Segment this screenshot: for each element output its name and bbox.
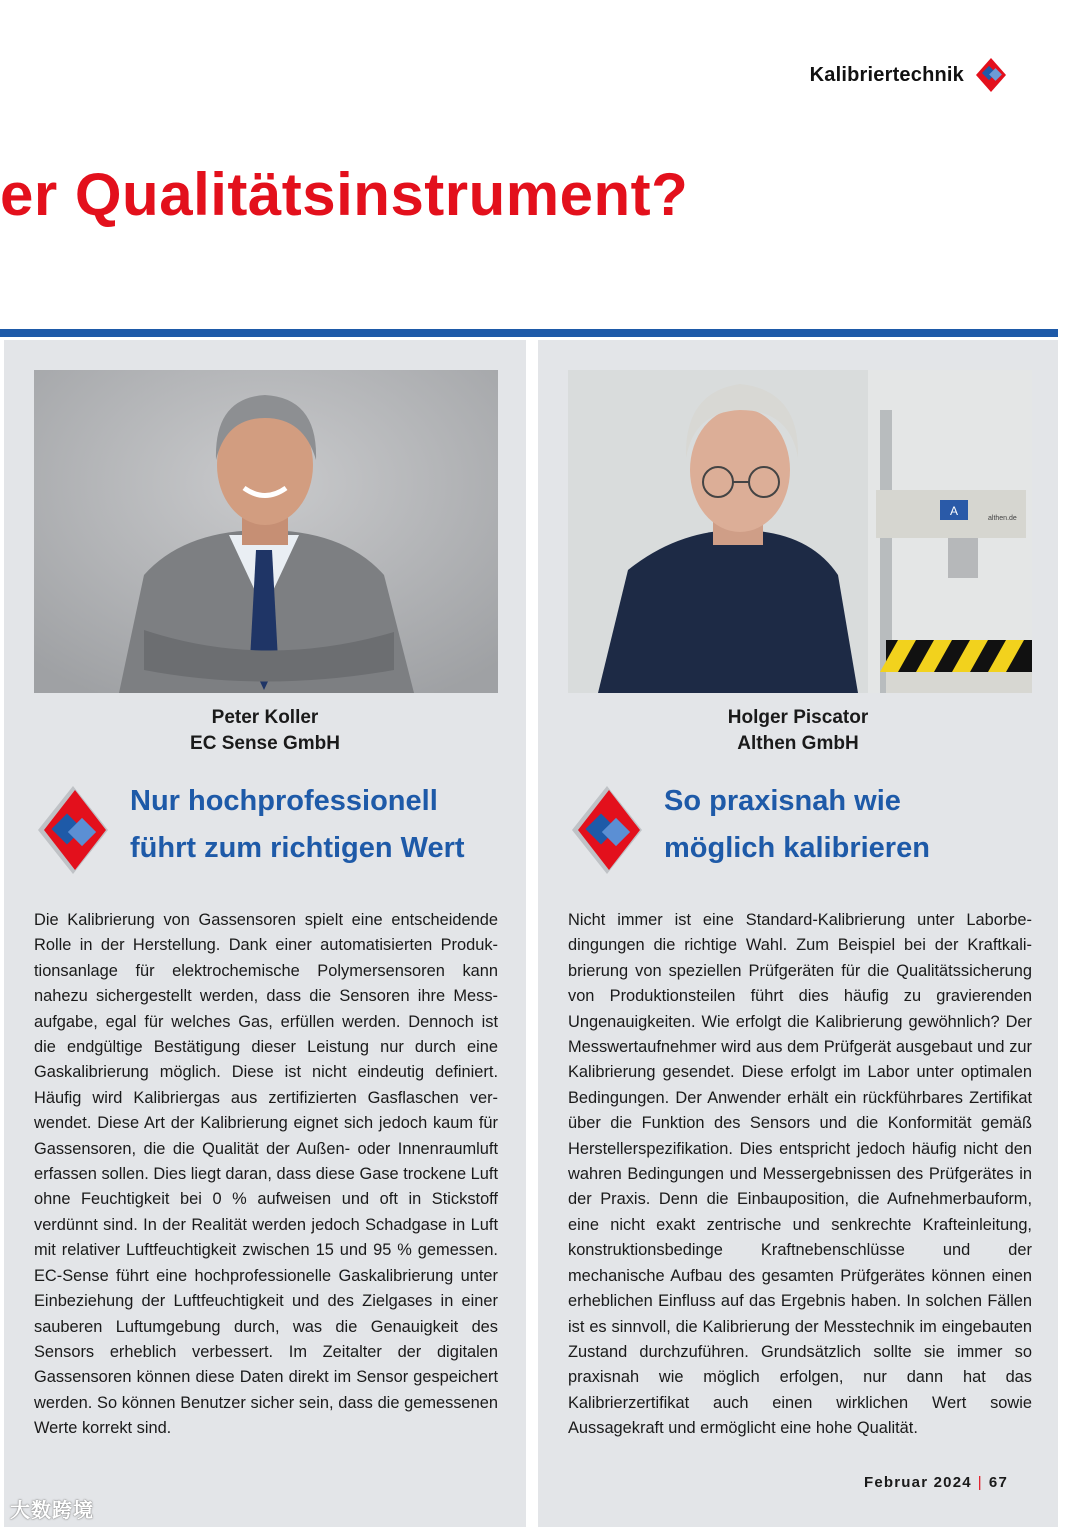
subheading-left (34, 778, 465, 878)
page-footer (864, 1474, 1008, 1491)
diamond-logo-icon (568, 782, 646, 878)
photo-device-label: althen.de (988, 515, 1017, 522)
body-text-right: Nicht immer ist eine Standard-Kalibrierung unter Laborbedingungen die richtige Wahl. Zum Beispiel bei der Kraftkalibrierung von speziellen Prüfgeräten für die Qualitätssicherung von Produktionsteilen führt dies häufig zu gravierenden Ungenauigkeiten. Wie erfolgt die Kalibrierung gewöhnlich? Der Messwertaufnehmer wird aus dem Prüfgerät ausgebaut und zur Kalibrierung gesendet. Diese erfolgt im Labor unter optimalen Bedingungen. Der Anwender erhält ein rückführbares Zertifikat über die Funktion des Sensors und die Konformität gemäß Herstellerspezifikation. Dies entspricht jedoch häufig nicht den wahren Bedingungen und Messergebnissen des Prüfgerätes in der Praxis. Denn die Einbauposition, die Aufnehmerbauform, eine nicht exakt zentrische und senkrechte Krafteinleitung, konstruktionsbedinge Kraftnebenschlüsse und der mechanische Aufbau des gesamten Prüfgerätes können einen erheblichen Einfluss auf das Ergebnis haben. In solchen Fällen ist es sinnvoll, die Kalibrierung der Messtechnik im eingebauten Zustand durchzuführen. Grundsätzlich sollte sie immer so praxisnah wie möglich erfolgen, nur dann hat das Kalibrierzertifikat auch einen wirklichen Wert sowie Aussagekraft und ermöglicht eine hohe Qualität. (568, 911, 1032, 1438)
subheading-line-1: Nur hochprofessionell (130, 785, 438, 817)
section-tag (810, 56, 1008, 94)
left-column (4, 340, 526, 1527)
person-company: Althen GmbH (737, 733, 859, 754)
subheading-line-1: So praxisnah wie (664, 785, 901, 817)
body-text-left: Die Kalibrierung von Gassensoren spielt eine entscheidende Rolle in der Herstellung. Dank einer automatisierten Produktionsanlage für elektrochemische Polymersensoren kann nahezu sichergestellt werden, dass die Sensoren ihre Messaufgabe, egal für welches Gas, erfüllen werden. Dennoch ist die endgültige Bestätigung dieser Leistung nur durch eine Gaskalibrierung möglich. Diese ist nicht eindeutig definiert. Häufig wird Kalibriergas aus zertifizierten Gasflaschen verwendet. Diese Art der Kalibrierung eignet sich jedoch kaum für Gassensoren, die die Qualität der Außen- oder Innenraumluft erfassen sollen. Dies liegt daran, dass diese Gase trockene Luft ohne Feuchtigkeit bei 0 % aufweisen und oft in Stickstoff verdünnt sind. In der Realität werden jedoch Schadgase in Luft mit relativer Luftfeuchtigkeit zwischen 15 und 95 % gemessen. EC-Sense führt eine hochprofessionelle Gaskalibrierung unter Einbeziehung der Luftfeuchtigkeit und des Zielgases in einer sauberen Luftumgebung durch, was die Genauigkeit des Sensors erheblich verbessert. Im Zeitalter der digitalen Gassensoren können diese Daten direkt im Sensor gespeichert werden. So können Benutzer sicher sein, dass die gemessenen Werte korrekt sind. (34, 911, 498, 1438)
person-name: Peter Koller (211, 707, 319, 728)
person-name: Holger Piscator (727, 707, 869, 728)
diamond-logo-icon (974, 56, 1008, 94)
portrait-photo-right (568, 370, 1032, 693)
svg-text:A: A (949, 504, 959, 518)
person-caption-right (538, 705, 1058, 757)
person-company: EC Sense GmbH (190, 733, 340, 754)
page-number: 67 (988, 1474, 1008, 1491)
portrait-photo-left (34, 370, 498, 693)
top-divider (0, 329, 1058, 337)
section-label: Kalibriertechnik (809, 63, 964, 86)
footer-separator: | (977, 1474, 983, 1491)
subheading-right (568, 778, 930, 878)
page-headline: er Qualitätsinstrument? (0, 161, 689, 228)
right-column (538, 340, 1058, 1527)
diamond-logo-icon (34, 782, 112, 878)
subheading-line-2: möglich kalibrieren (664, 832, 930, 864)
subheading-line-2: führt zum richtigen Wert (130, 832, 465, 864)
watermark: 大数跨境 (10, 1500, 94, 1522)
issue-date: Februar 2024 (864, 1474, 972, 1491)
person-caption-left (4, 705, 526, 757)
